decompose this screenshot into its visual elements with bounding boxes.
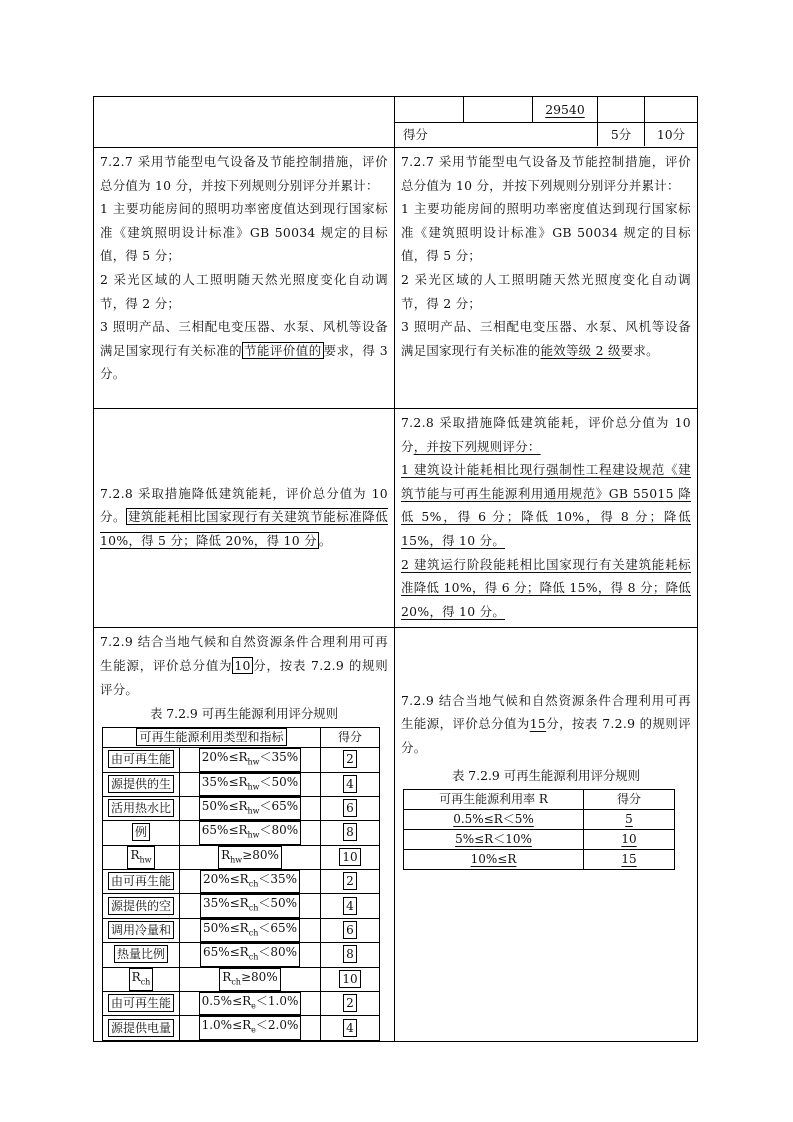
s729-left-caption: 表 7.2.9 可再生能源利用评分规则 <box>149 706 339 722</box>
left-group-label-line: $R_{hw}$ <box>127 846 154 869</box>
s727-left-item1: 1 主要功能房间的照明功率密度值达到现行国家标准《建筑照明设计标准》GB 50034 规定的目标值，得 5 分； <box>100 201 388 264</box>
left-group-label-line: 由可再生能 <box>108 994 174 1012</box>
left-range-value: $R_{ch}\ge 80\%$ <box>219 968 280 991</box>
s728-left-text: 7.2.8 采取措施降低建筑能耗，评价总分值为 10 分。 建筑能耗相比国家现行有关建筑节能标准降低 10%，得 5 分；降低 20%，得 10 分 。 <box>100 485 388 548</box>
left-range-value: $65\%\le R_{ch}<80\%$ <box>200 943 300 966</box>
left-score-row <box>103 894 380 918</box>
row-top-continuation <box>94 97 698 148</box>
left-group-label-cell <box>103 967 180 991</box>
left-range-value: $20\%\le R_{hw}<35\%$ <box>199 748 301 771</box>
mini-score-10: 10分 <box>656 127 686 143</box>
row-7-2-7 <box>94 148 698 409</box>
left-group-label-line: $R_{ch}$ <box>129 968 154 991</box>
right-header-score: 得分 <box>584 790 675 810</box>
left-score-value: 2 <box>343 872 357 890</box>
left-group-label-cell <box>103 845 180 869</box>
right-score-row <box>404 810 675 830</box>
left-score-row <box>103 992 380 1016</box>
left-score-row <box>103 821 380 845</box>
left-group-label-line: 源提供的空 <box>108 897 174 915</box>
mini-score-label: 得分 <box>395 122 598 146</box>
mini-blank-1 <box>395 97 464 122</box>
s728-left-boxed-text: 建筑能耗相比国家现行有关建筑节能标准降低 10%，得 5 分；降低 20%，得 10 分 <box>100 509 388 548</box>
left-score-cell <box>321 894 380 918</box>
left-score-value: 4 <box>343 897 357 915</box>
left-group-label-cell <box>103 870 180 894</box>
s727-right-item3: 3 照明产品、三相配电变压器、水泵、风机等设备满足国家现行有关标准的能效等级 2 级要求。 <box>401 319 691 358</box>
right-score-cell: 5 <box>584 810 675 830</box>
left-group-label-cell <box>103 918 180 942</box>
mini-blank-2 <box>464 97 533 122</box>
left-range-cell <box>180 748 321 772</box>
left-header-type: 可再生能源利用类型和指标 <box>103 728 321 748</box>
left-range-value: $35\%\le R_{ch}<50\%$ <box>200 894 300 917</box>
left-group-label-line: 例 <box>132 823 150 841</box>
left-range-cell <box>180 821 321 845</box>
left-group-label-line: 源提供电量 <box>108 1019 174 1037</box>
left-score-row <box>103 870 380 894</box>
s729-right-caption: 表 7.2.9 可再生能源利用评分规则 <box>451 768 641 784</box>
left-group-label-cell <box>103 748 180 772</box>
s728-right-cell <box>395 409 698 628</box>
left-score-row <box>103 748 380 772</box>
s729-right-intro: 7.2.9 结合当地气候和自然资源条件合理利用可再生能源，评价总分值为15分，按表 7.2.9 的规则评分。 <box>401 692 691 755</box>
left-score-cell <box>321 845 380 869</box>
s729-left-score-table <box>102 727 380 1041</box>
mini-value-cell <box>533 97 598 122</box>
left-score-row <box>103 772 380 796</box>
s728-left-cell <box>94 409 395 628</box>
left-group-label-line: 由可再生能 <box>108 872 174 890</box>
s727-right-item1: 1 主要功能房间的照明功率密度值达到现行国家标准《建筑照明设计标准》GB 50034 规定的目标值，得 5 分； <box>401 201 691 264</box>
left-range-value: $20\%\le R_{ch}<35\%$ <box>200 870 300 893</box>
left-group-label-cell <box>103 796 180 820</box>
left-group-label-cell <box>103 1016 180 1040</box>
s727-right-item2: 2 采光区域的人工照明随天然光照度变化自动调节，得 2 分； <box>401 271 691 311</box>
left-score-value: 2 <box>343 750 357 768</box>
s728-right-intro: 7.2.8 采取措施降低建筑能耗，评价总分值为 10 分，并按下列规则评分： <box>401 415 691 454</box>
left-range-cell <box>180 870 321 894</box>
left-range-value: $0.5\%\le R_e<1.0\%$ <box>199 992 302 1015</box>
mini-score-5: 5分 <box>598 122 645 146</box>
left-range-value: $65\%\le R_{hw}<80\%$ <box>199 821 301 844</box>
left-group-label-cell <box>103 894 180 918</box>
s727-right-intro: 7.2.7 采用节能型电气设备及节能控制措施，评价总分值为 10 分，并按下列规则分别评分并累计： <box>401 154 691 193</box>
left-score-row <box>103 796 380 820</box>
left-range-cell <box>180 992 321 1016</box>
right-score-cell: 10 <box>584 830 675 850</box>
s729-left-cell <box>94 628 395 1041</box>
s727-right-underlined-phrase: 能效等级 2 级 <box>540 342 621 358</box>
left-score-row <box>103 918 380 942</box>
left-range-value: $1.0\%\le R_e<2.0\%$ <box>199 1016 302 1039</box>
s729-left-boxed-score: 10 <box>234 657 251 673</box>
top-right-mini-table <box>395 97 697 146</box>
left-score-cell <box>321 1016 380 1040</box>
left-score-cell <box>321 772 380 796</box>
left-group-label-line: 热量比例 <box>114 945 168 963</box>
left-score-cell <box>321 918 380 942</box>
left-range-cell <box>180 943 321 967</box>
row-7-2-9 <box>94 628 698 1041</box>
value-29540: 29540 <box>545 101 585 117</box>
left-score-cell <box>321 870 380 894</box>
right-score-cell: 15 <box>584 850 675 870</box>
s727-left-boxed-phrase: 节能评价值的 <box>244 342 322 358</box>
left-range-cell <box>180 1016 321 1040</box>
left-score-cell <box>321 967 380 991</box>
left-score-cell <box>321 943 380 967</box>
left-header-score: 得分 <box>321 728 380 748</box>
left-range-cell <box>180 796 321 820</box>
s727-left-cell <box>94 148 395 409</box>
s727-left-item3: 3 照明产品、三相配电变压器、水泵、风机等设备满足国家现行有关标准的 节能评价值的 要求，得 3 分。 <box>100 319 388 382</box>
right-score-row <box>404 850 675 870</box>
left-group-label-line: 由可再生能 <box>108 750 174 768</box>
s727-left-intro: 7.2.7 采用节能型电气设备及节能控制措施，评价总分值为 10 分，并按下列规则分别评分并累计： <box>100 154 388 193</box>
left-range-value: $35\%\le R_{hw}<50\%$ <box>199 773 301 796</box>
left-score-cell <box>321 821 380 845</box>
left-score-value: 10 <box>339 848 360 866</box>
left-group-label-cell <box>103 821 180 845</box>
left-group-label-cell <box>103 772 180 796</box>
s727-left-item2: 2 采光区域的人工照明随天然光照度变化自动调节，得 2 分； <box>100 271 388 311</box>
left-range-cell <box>180 845 321 869</box>
left-range-cell <box>180 772 321 796</box>
top-left-empty-cell <box>94 97 395 148</box>
left-group-label-line: 源提供的生 <box>108 775 174 793</box>
left-score-value: 8 <box>343 823 357 841</box>
left-score-row <box>103 967 380 991</box>
right-range-cell: 0.5%≤R＜5% <box>404 810 584 830</box>
left-range-cell <box>180 918 321 942</box>
comparison-table <box>93 96 698 1042</box>
left-group-label-line: 活用热水比 <box>108 799 174 817</box>
s729-left-intro: 7.2.9 结合当地气候和自然资源条件合理利用可再生能源，评价总分值为 10 分，按表 7.2.9 的规则评分。 <box>100 634 389 697</box>
left-group-label-cell <box>103 992 180 1016</box>
left-range-value: $50\%\le R_{ch}<65\%$ <box>200 919 300 942</box>
left-range-cell <box>180 967 321 991</box>
left-score-row <box>103 943 380 967</box>
left-score-cell <box>321 992 380 1016</box>
left-group-label-cell <box>103 943 180 967</box>
left-score-value: 4 <box>343 775 357 793</box>
mini-blank-3 <box>598 97 645 122</box>
left-score-cell <box>321 796 380 820</box>
left-score-value: 2 <box>343 994 357 1012</box>
right-score-row <box>404 830 675 850</box>
left-score-row <box>103 845 380 869</box>
right-header-rate: 可再生能源利用率 R <box>404 790 584 810</box>
top-right-cell <box>395 97 698 148</box>
left-score-value: 6 <box>343 921 357 939</box>
left-score-value: 4 <box>343 1019 357 1037</box>
left-group-label-line: 调用冷量和 <box>108 921 174 939</box>
s729-right-cell <box>395 628 698 1041</box>
left-score-value: 6 <box>343 799 357 817</box>
s728-right-item1: 1 建筑设计能耗相比现行强制性工程建设规范《建筑节能与可再生能源利用通用规范》GB 55015 降低 5%，得 6 分；降低 10%，得 8 分；降低 15%，得 10 分。 <box>401 462 691 548</box>
left-score-row <box>103 1016 380 1040</box>
row-7-2-8 <box>94 409 698 628</box>
mini-blank-4 <box>645 97 698 122</box>
left-score-cell <box>321 748 380 772</box>
s729-right-score-table <box>403 789 675 870</box>
left-score-value: 10 <box>339 970 360 988</box>
right-range-cell: 5%≤R＜10% <box>404 830 584 850</box>
left-range-value: $R_{hw}\ge 80\%$ <box>218 846 282 869</box>
right-range-cell: 10%≤R <box>404 850 584 870</box>
s728-right-item2: 2 建筑运行阶段能耗相比国家现行有关建筑能耗标准降低 10%，得 6 分；降低 15%，得 8 分；降低 20%，得 10 分。 <box>401 556 691 619</box>
left-range-value: $50\%\le R_{hw}<65\%$ <box>199 797 301 820</box>
left-range-cell <box>180 894 321 918</box>
s729-right-underlined-score: 15 <box>529 716 547 732</box>
s727-right-cell <box>395 148 698 409</box>
left-score-value: 8 <box>343 945 357 963</box>
